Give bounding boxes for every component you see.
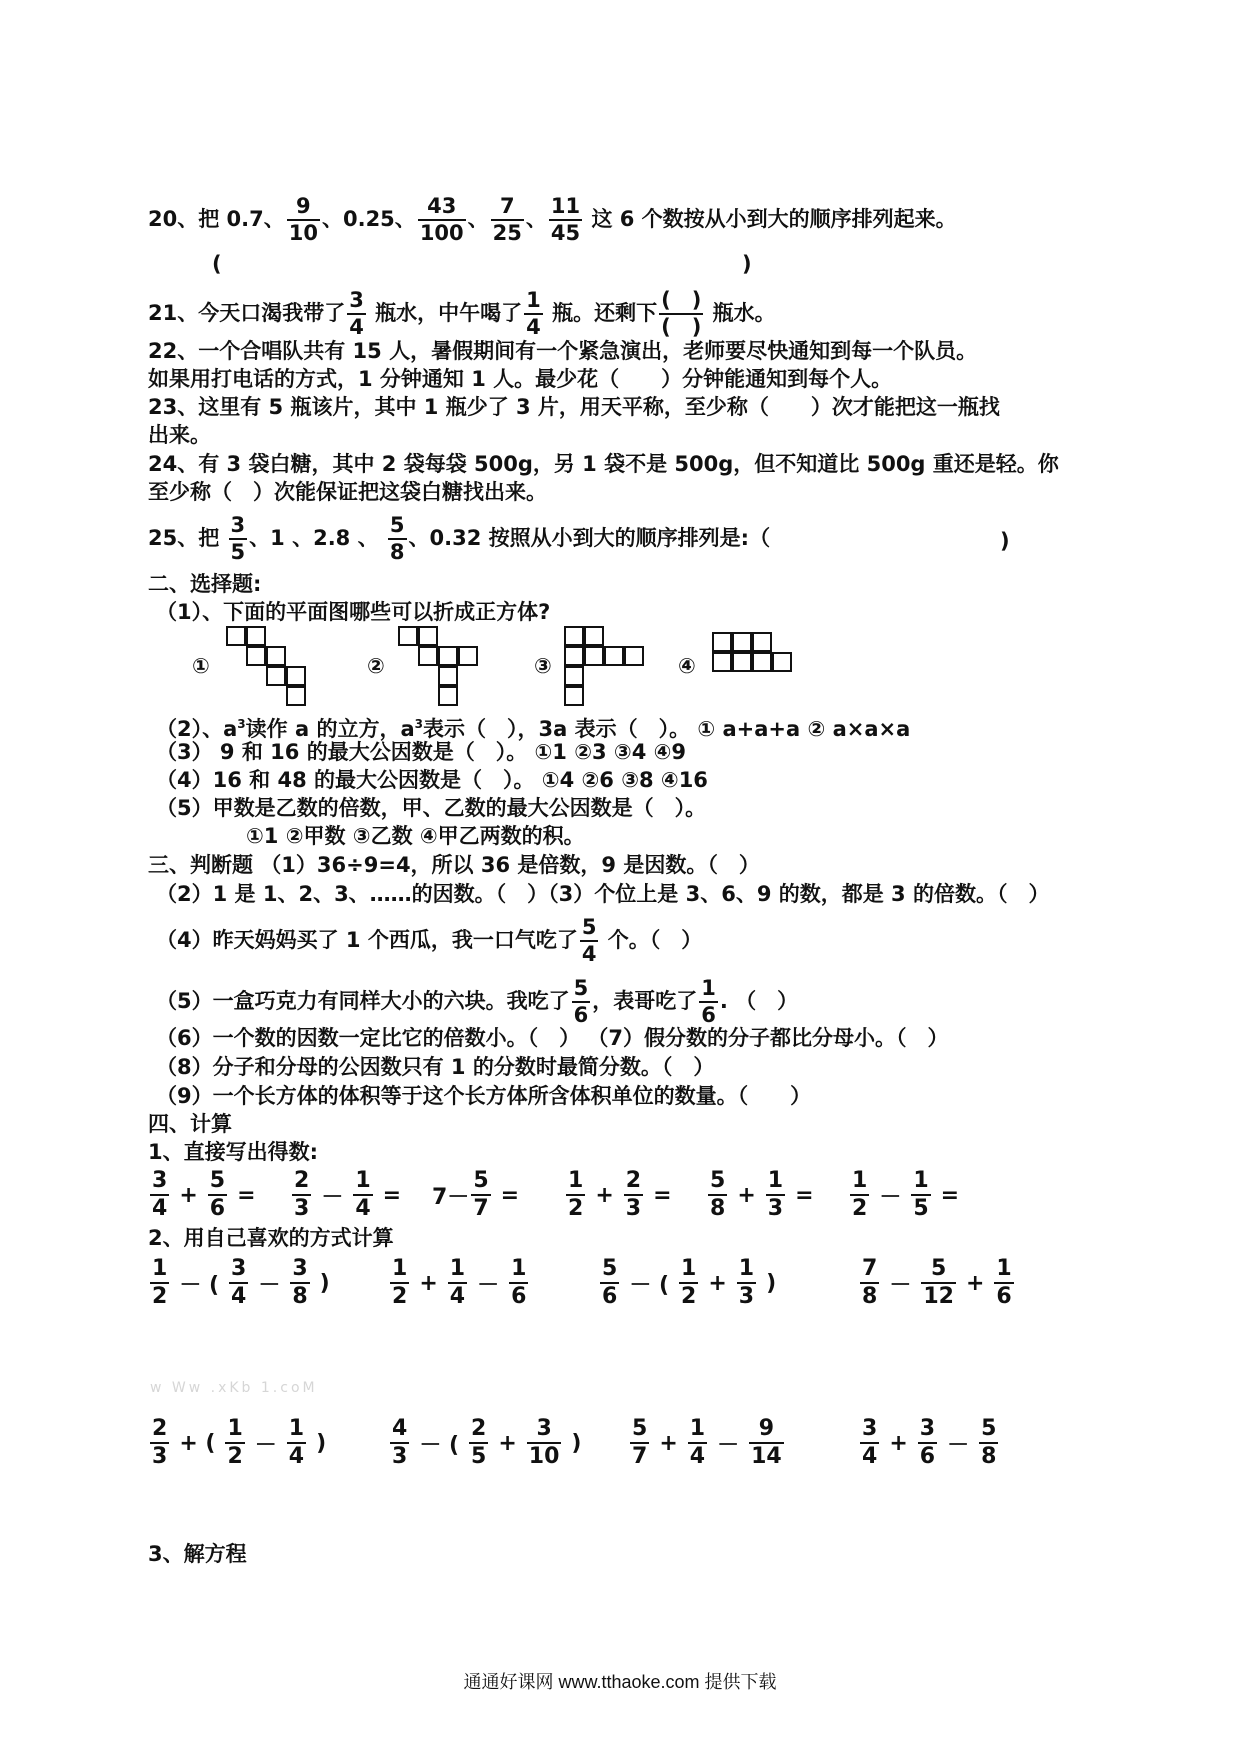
q25: 25、把 $\frac{3}{5}$ 、1 、2.8 、 $\frac{5}{8}$ 、0.32 按照从小到大的顺序排列是:（ [148, 513, 771, 564]
q24-line2: 至少称（ ）次能保证把这袋白糖找出来。 [148, 480, 547, 504]
calc2-item-8: $\frac{3}{4}$ + $\frac{3}{6}$ － $\frac{5}{8}$ [862, 1416, 997, 1469]
calc2-item-4: $\frac{7}{8}$ － $\frac{5}{12}$ + $\frac{1}{6}$ [862, 1256, 1012, 1309]
q25-paren-close: ) [1000, 529, 1010, 553]
net-option-4-label: ④ [678, 654, 696, 678]
calc1-item-3: 7－ $\frac{5}{7}$ = [432, 1168, 520, 1221]
q20: 20、把 0.7、 $\frac{9}{10}$ 、0.25、 $\frac{43}{100}$ 、 $\frac{7}{25}$ 、 $\frac{11}{45}$ 这 6 个数按从小到大的顺序排列起来。 [148, 194, 957, 245]
sec3-q9: （9）一个长方体的体积等于这个长方体所含体积单位的数量。（ ） [156, 1084, 812, 1108]
sec2-q2: （2）、$a^3$读作 a 的立方，$a^3$表示（ ），3a 表示（ ）。 ① a+a+a ② a×a×a [156, 717, 911, 741]
calc1-item-2: $\frac{2}{3}$ － $\frac{1}{4}$ = [294, 1168, 402, 1221]
calc1-item-4: $\frac{1}{2}$ + $\frac{2}{3}$ = [568, 1168, 672, 1221]
calc2-item-2: $\frac{1}{2}$ + $\frac{1}{4}$ － $\frac{1}{6}$ [392, 1256, 527, 1309]
calc1-item-6: $\frac{1}{2}$ － $\frac{1}{5}$ = [852, 1168, 960, 1221]
q21: 21、今天口渴我带了 $\frac{3}{4}$ 瓶水，中午喝了 $\frac{1}{4}$ 瓶。还剩下 $\frac{( )}{( )}$ 瓶水。 [148, 288, 776, 339]
calc2-item-5: $\frac{2}{3}$ + ( $\frac{1}{2}$ － $\frac{1}{4}$ ) [152, 1416, 327, 1469]
sec2-q5: （5）甲数是乙数的倍数，甲、乙数的最大公因数是（ ）。 [156, 796, 707, 820]
calc1-item-1: $\frac{3}{4}$ + $\frac{5}{6}$ = [152, 1168, 256, 1221]
footer: 通通好课网 www.tthaoke.com 提供下载 [463, 1672, 777, 1692]
q22-line2: 如果用打电话的方式，1 分钟通知 1 人。最少花（ ）分钟能通知到每个人。 [148, 367, 893, 391]
sec2-q5-options: ①1 ②甲数 ③乙数 ④甲乙两数的积。 [246, 824, 585, 848]
sec4-sub1: 1、直接写出得数: [148, 1140, 319, 1164]
sec3-q4: （4）昨天妈妈买了 1 个西瓜，我一口气吃了 $\frac{5}{4}$ 个。（ ） [156, 915, 703, 966]
net-option-1-label: ① [192, 654, 210, 678]
sec2-q3: （3） 9 和 16 的最大公因数是（ ）。 ①1 ②3 ③4 ④9 [156, 740, 687, 764]
calc2-item-1: $\frac{1}{2}$ － ( $\frac{3}{4}$ － $\frac{3}{8}$ ) [152, 1256, 330, 1309]
sec4-sub3: 3、解方程 [148, 1542, 247, 1566]
section3-title: 三、判断题 （1）36÷9=4，所以 36 是倍数，9 是因数。（ ） [148, 853, 760, 877]
q20-answer-paren-left: ( [212, 252, 222, 276]
sec3-q8: （8）分子和分母的公因数只有 1 的分数时最简分数。（ ） [156, 1055, 715, 1079]
calc2-item-6: $\frac{4}{3}$ － ( $\frac{2}{5}$ + $\frac{3}{10}$ ) [392, 1416, 582, 1469]
q23-line2: 出来。 [148, 423, 211, 447]
q20-answer-paren-right: ) [742, 252, 752, 276]
net-option-3-label: ③ [534, 654, 552, 678]
q24-line1: 24、有 3 袋白糖，其中 2 袋每袋 500g，另 1 袋不是 500g，但不知道比 500g 重还是轻。你 [148, 452, 1059, 476]
calc2-item-3: $\frac{5}{6}$ － ( $\frac{1}{2}$ + $\frac{1}{3}$ ) [602, 1256, 777, 1309]
section2-title: 二、选择题: [148, 572, 262, 596]
sec3-q6-q7: （6）一个数的因数一定比它的倍数小。（ ） （7）假分数的分子都比分母小。（ ） [156, 1026, 949, 1050]
calc1-item-5: $\frac{5}{8}$ + $\frac{1}{3}$ = [710, 1168, 814, 1221]
watermark: w Ww .xKb 1.coM [150, 1380, 318, 1396]
q22-line1: 22、一个合唱队共有 15 人，暑假期间有一个紧急演出，老师要尽快通知到每一个队员。 [148, 339, 978, 363]
sec2-q1: （1）、下面的平面图哪些可以折成正方体? [156, 600, 551, 624]
sec2-q4: （4）16 和 48 的最大公因数是（ ）。 ①4 ②6 ③8 ④16 [156, 768, 708, 792]
section4-title: 四、计算 [148, 1112, 232, 1136]
sec4-sub2: 2、用自己喜欢的方式计算 [148, 1226, 394, 1250]
q23-line1: 23、这里有 5 瓶该片，其中 1 瓶少了 3 片，用天平称，至少称（ ）次才能把这一瓶找 [148, 395, 1000, 419]
sec3-q5: （5）一盒巧克力有同样大小的六块。我吃了 $\frac{5}{6}$ ，表哥吃了 $\frac{1}{6}$ . （ ） [156, 976, 799, 1027]
sec3-q2-q3: （2）1 是 1、2、3、……的因数。（ ）（3）个位上是 3、6、9 的数，都是 3 的倍数。（ ） [156, 882, 1050, 906]
net-option-2-label: ② [367, 654, 385, 678]
calc2-item-7: $\frac{5}{7}$ + $\frac{1}{4}$ － $\frac{9}{14}$ [632, 1416, 782, 1469]
